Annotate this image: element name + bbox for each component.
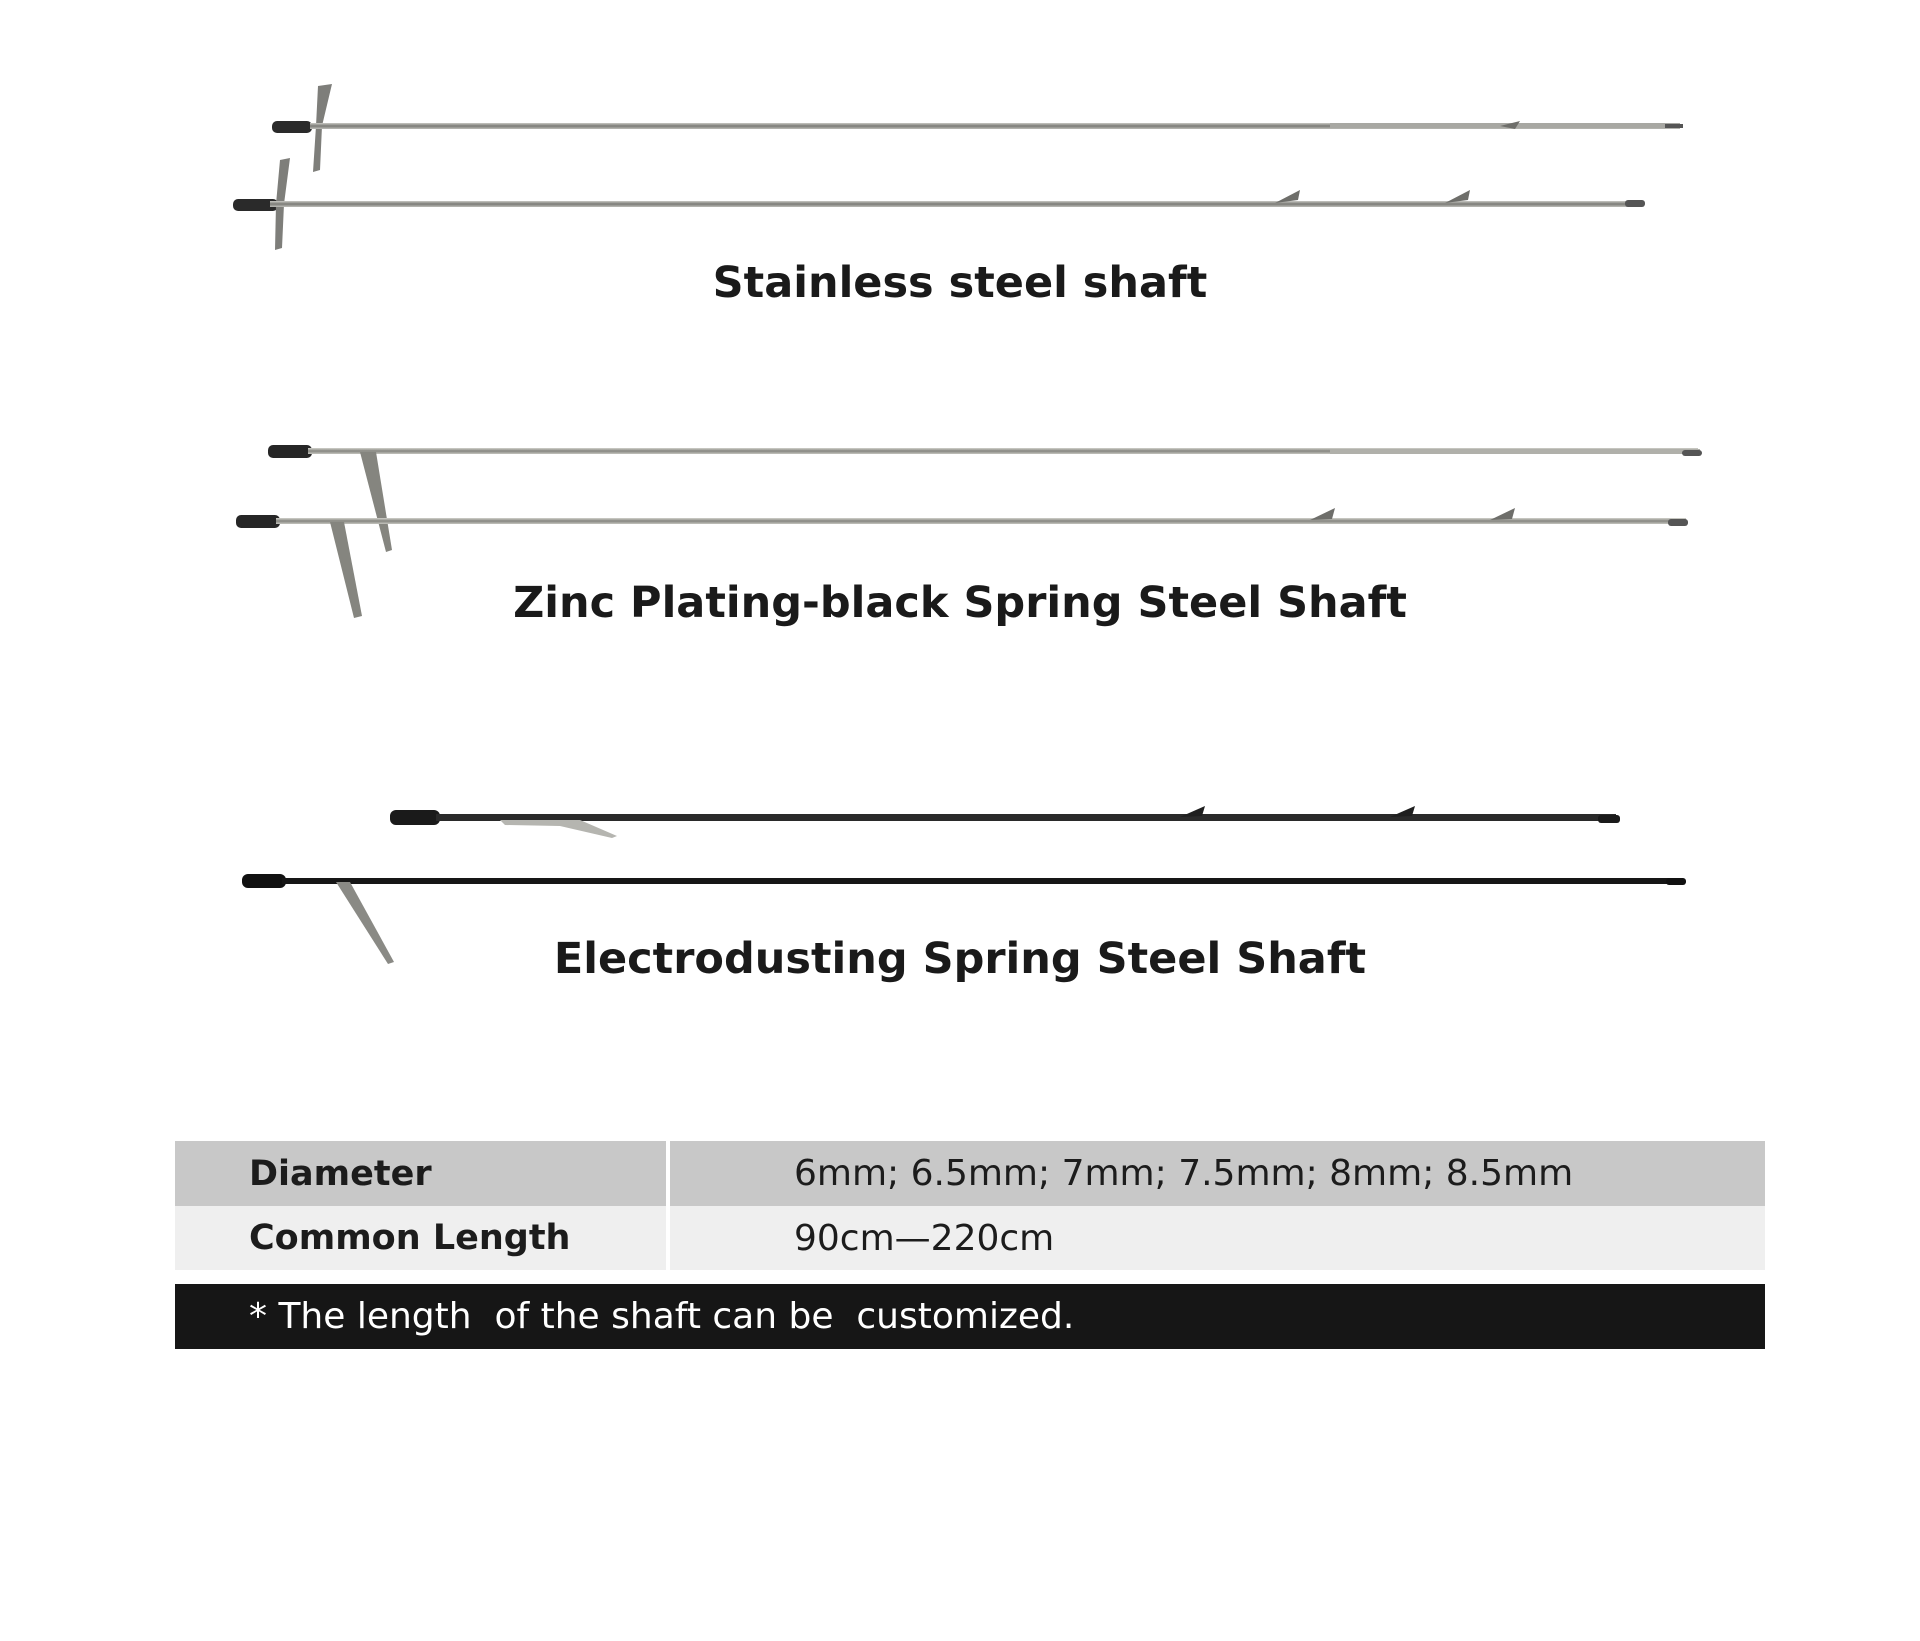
stainless-shaft-double-barb bbox=[233, 158, 1645, 250]
black-shaft-top bbox=[390, 806, 1620, 838]
electrodusting-caption: Electrodusting Spring Steel Shaft bbox=[553, 934, 1367, 984]
stainless-shaft-tahitian-top bbox=[272, 84, 1683, 172]
specifications-table bbox=[175, 1141, 1765, 1270]
common-length-label: Common Length bbox=[175, 1206, 670, 1270]
table-row bbox=[175, 1206, 1765, 1270]
diameter-value: 6mm; 6.5mm; 7mm; 7.5mm; 8mm; 8.5mm bbox=[794, 1153, 1574, 1194]
diameter-label: Diameter bbox=[175, 1141, 670, 1206]
stainless-steel-shaft-image bbox=[0, 0, 1920, 260]
zinc-plating-caption: Zinc Plating-black Spring Steel Shaft bbox=[513, 578, 1407, 628]
common-length-value: 90cm—220cm bbox=[794, 1217, 1055, 1259]
zinc-shaft-top bbox=[268, 445, 1702, 552]
stainless-steel-caption: Stainless steel shaft bbox=[712, 258, 1208, 308]
customization-note: * The length of the shaft can be customized. bbox=[175, 1284, 1765, 1349]
table-row bbox=[175, 1141, 1765, 1206]
